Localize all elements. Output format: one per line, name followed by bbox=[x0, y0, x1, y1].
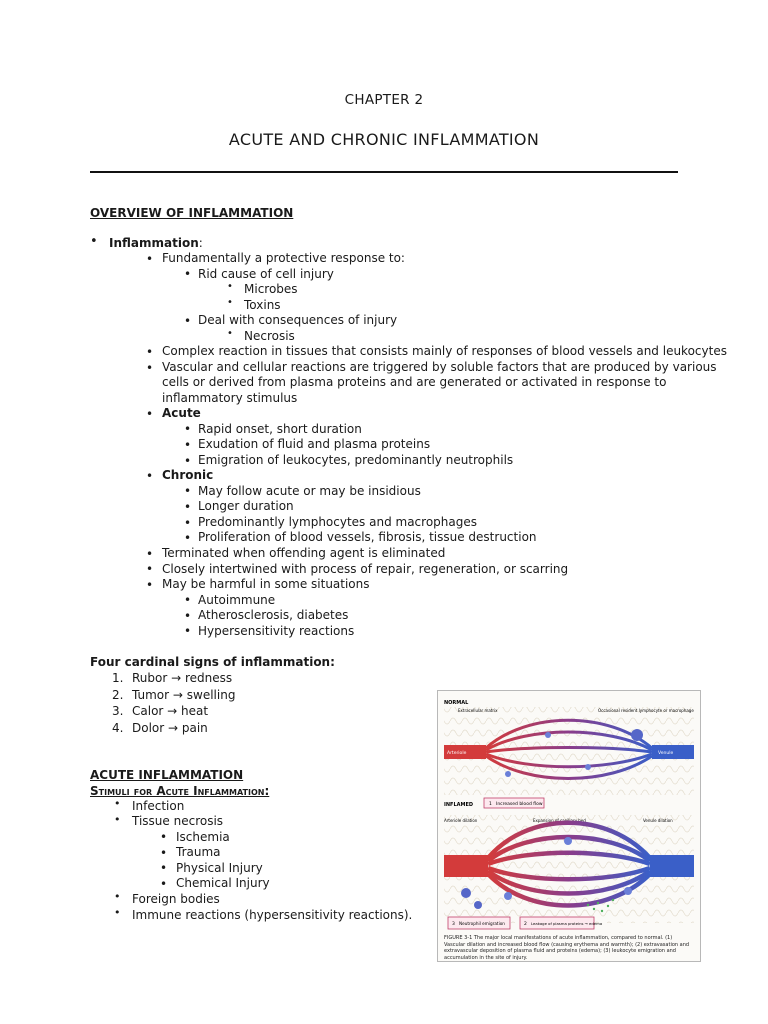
chronic-item: Proliferation of blood vessels, fibrosis, tissue destruction bbox=[198, 530, 537, 544]
acute-item: Rapid onset, short duration bbox=[198, 422, 362, 436]
bullet: • bbox=[184, 484, 192, 498]
bullet: • bbox=[184, 422, 192, 436]
bullet: • bbox=[184, 454, 192, 468]
arteriole-label: Arteriole bbox=[447, 751, 467, 756]
bullet: • bbox=[184, 314, 192, 328]
title-divider bbox=[90, 171, 678, 173]
leakage-num: 2 bbox=[524, 922, 527, 927]
bullet: • bbox=[114, 797, 121, 810]
bullet: • bbox=[146, 361, 154, 375]
tissue-necrosis-item: Tissue necrosis bbox=[132, 814, 224, 828]
deal-item: Deal with consequences of injury bbox=[198, 313, 398, 327]
necrosis-sub-item: Ischemia bbox=[176, 830, 230, 844]
flow-label: Increased blood flow bbox=[496, 802, 543, 807]
harmful-sub-item: Autoimmune bbox=[198, 593, 276, 607]
normal-label: NORMAL bbox=[444, 700, 469, 706]
bullet: • bbox=[160, 830, 168, 844]
necrosis-item: Necrosis bbox=[244, 329, 295, 343]
dilated-venule bbox=[650, 855, 694, 877]
inflammation-label: Inflammation bbox=[109, 236, 199, 250]
neutrophil bbox=[474, 901, 482, 909]
harmful-sub-item: Atherosclerosis, diabetes bbox=[198, 608, 349, 622]
bullet: • bbox=[184, 593, 192, 607]
leakage-label: Leakage of plasma proteins → edema bbox=[531, 921, 603, 926]
toxins-item: Toxins bbox=[244, 298, 281, 312]
necrosis-sub-item: Chemical Injury bbox=[176, 876, 270, 890]
blood-cell bbox=[564, 837, 572, 845]
protective-item: Fundamentally a protective response to: bbox=[162, 251, 405, 265]
acute-label: Acute bbox=[162, 406, 201, 420]
acute-section-heading: ACUTE INFLAMMATION bbox=[90, 768, 244, 782]
blood-cell bbox=[545, 732, 551, 738]
cardinal-number: 1. bbox=[112, 671, 124, 685]
flow-num: 1 bbox=[489, 802, 492, 807]
blood-cell bbox=[585, 764, 591, 770]
bullet: • bbox=[146, 407, 154, 421]
acute-item: Emigration of leukocytes, predominantly neutrophils bbox=[198, 453, 514, 467]
inflamed-label: INFLAMED bbox=[444, 802, 474, 808]
chronic-item: Predominantly lymphocytes and macrophages bbox=[198, 515, 477, 529]
bullet: • bbox=[227, 297, 233, 308]
vessel-diagram bbox=[438, 691, 700, 935]
ecm-label: Extracellular matrix bbox=[458, 708, 498, 713]
bullet: • bbox=[160, 846, 168, 860]
rid-item: Rid cause of cell injury bbox=[198, 267, 334, 281]
bullet: • bbox=[146, 562, 154, 576]
immune-reactions-item: Immune reactions (hypersensitivity reactions). bbox=[132, 908, 413, 922]
cardinal-number: 2. bbox=[112, 688, 124, 702]
bullet: • bbox=[146, 252, 154, 266]
figure-caption: FIGURE 3-1 The major local manifestations of acute inflammation, compared to normal. (1) Vascular dilation and increased blood flow (causing erythema and warmth); (2) extravasation and extravascular deposition of plasma fluid and proteins (edema); (3) leukocyte emigration and accumulation in the site of injury. bbox=[444, 935, 690, 961]
vascular-line-3: inflammatory stimulus bbox=[162, 391, 298, 405]
neutrophil bbox=[461, 888, 471, 898]
bullet: • bbox=[146, 547, 154, 561]
blood-cell bbox=[624, 887, 632, 895]
bullet: • bbox=[184, 267, 192, 281]
inflammation-colon: : bbox=[198, 236, 203, 250]
emigration-num: 3 bbox=[452, 922, 455, 927]
overview-heading: OVERVIEW OF INFLAMMATION bbox=[90, 206, 294, 220]
venule-dilation-label: Venule dilation bbox=[643, 818, 673, 823]
bullet: • bbox=[90, 234, 98, 249]
microbes-item: Microbes bbox=[244, 282, 298, 296]
bullet: • bbox=[146, 345, 154, 359]
complex-item: Complex reaction in tissues that consists mainly of responses of blood vessels and leukocytes bbox=[162, 344, 727, 358]
bullet: • bbox=[114, 813, 121, 826]
chronic-item: May follow acute or may be insidious bbox=[198, 484, 421, 498]
bullet: • bbox=[184, 609, 192, 623]
blood-cell bbox=[504, 892, 512, 900]
bullet: • bbox=[146, 578, 154, 592]
bullet: • bbox=[227, 281, 233, 292]
bullet: • bbox=[227, 328, 233, 339]
bullet: • bbox=[184, 438, 192, 452]
bullet: • bbox=[114, 906, 121, 919]
chapter-number: CHAPTER 2 bbox=[344, 92, 424, 108]
inflammation-figure bbox=[437, 690, 701, 962]
cardinal-item: Rubor → redness bbox=[132, 671, 233, 685]
inflammation-item bbox=[109, 236, 203, 252]
bullet: • bbox=[146, 469, 154, 483]
cardinal-item: Tumor → swelling bbox=[132, 688, 236, 702]
bullet: • bbox=[160, 877, 168, 891]
intertwined-item: Closely intertwined with process of repair, regeneration, or scarring bbox=[162, 562, 569, 576]
cardinal-item: Calor → heat bbox=[132, 704, 209, 718]
cardinal-number: 3. bbox=[112, 704, 124, 718]
infection-item: Infection bbox=[132, 799, 185, 813]
chapter-title: ACUTE AND CHRONIC INFLAMMATION bbox=[228, 130, 540, 149]
resident-label: Occasional resident lymphocyte or macrophage bbox=[598, 708, 694, 713]
necrosis-sub-item: Trauma bbox=[176, 845, 221, 859]
foreign-bodies-item: Foreign bodies bbox=[132, 892, 220, 906]
cardinal-number: 4. bbox=[112, 721, 124, 735]
cardinal-heading: Four cardinal signs of inflammation: bbox=[90, 655, 335, 669]
dilated-arteriole bbox=[444, 855, 488, 877]
bullet: • bbox=[184, 500, 192, 514]
necrosis-sub-item: Physical Injury bbox=[176, 861, 263, 875]
chronic-label: Chronic bbox=[162, 468, 214, 482]
arteriole-dilation-label: Arteriole dilation bbox=[444, 818, 478, 823]
acute-item: Exudation of fluid and plasma proteins bbox=[198, 437, 431, 451]
bullet: • bbox=[184, 531, 192, 545]
terminated-item: Terminated when offending agent is eliminated bbox=[162, 546, 446, 560]
harmful-sub-item: Hypersensitivity reactions bbox=[198, 624, 355, 638]
harmful-item: May be harmful in some situations bbox=[162, 577, 370, 591]
vascular-line-2: cells or derived from plasma proteins and are generated or activated in response to bbox=[162, 375, 667, 389]
bullet: • bbox=[184, 516, 192, 530]
emigration-label: Neutrophil emigration bbox=[459, 921, 505, 926]
chronic-item: Longer duration bbox=[198, 499, 294, 513]
vascular-line-1: Vascular and cellular reactions are triggered by soluble factors that are produced by various bbox=[162, 360, 717, 374]
bullet: • bbox=[114, 890, 121, 903]
expansion-label: Expansion of capillary bed bbox=[533, 818, 586, 823]
bullet: • bbox=[184, 624, 192, 638]
cardinal-item: Dolor → pain bbox=[132, 721, 208, 735]
stimuli-heading: Stimuli for Acute Inflammation: bbox=[90, 784, 270, 798]
bullet: • bbox=[160, 861, 168, 875]
resident-cell bbox=[631, 729, 643, 741]
blood-cell bbox=[505, 771, 511, 777]
venule-label: Venule bbox=[658, 751, 674, 756]
